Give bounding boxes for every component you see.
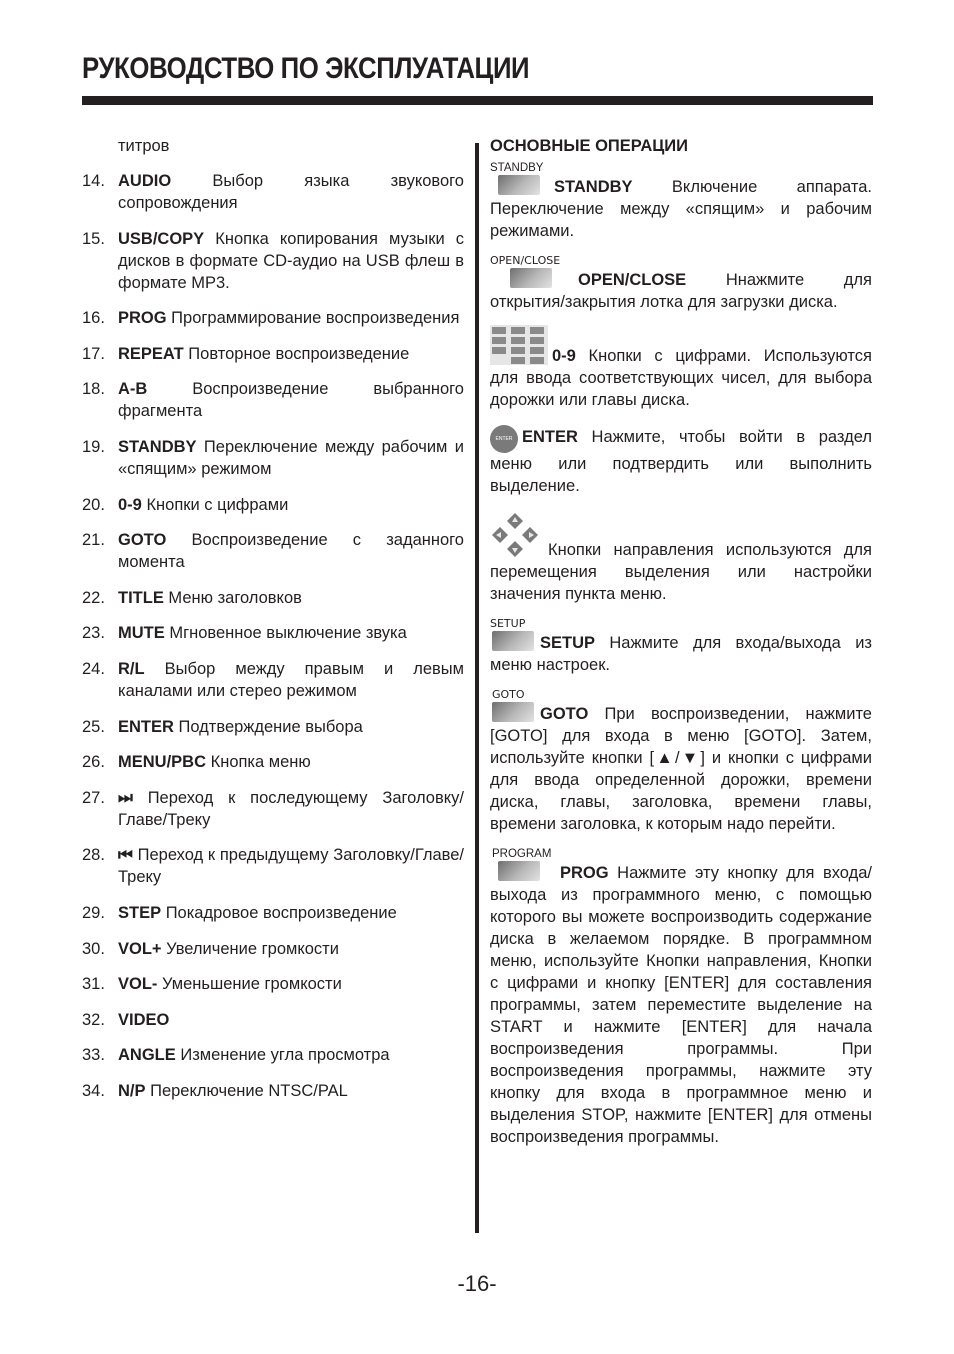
item-number: 27. [82,788,105,807]
item-text [118,622,464,644]
key-name: SETUP [540,634,596,652]
standby-button-icon [498,175,540,195]
title-rule [82,96,873,105]
item-text [118,973,464,995]
description-text: Увеличение громкости [161,939,339,958]
description-text: Переход к последующему Заголовку/Главе/Треку [118,788,464,829]
item-text [118,307,464,329]
key-name: 0-9 [552,347,576,365]
item-text [118,378,464,422]
list-item [82,436,464,480]
item-text [118,787,464,831]
list-item [82,1080,464,1102]
list-item [82,170,464,214]
list-item [82,343,464,365]
item-text [118,436,464,480]
direction-description [490,511,872,605]
list-item [82,494,464,516]
item-number: 21. [82,531,105,550]
left-column [82,135,464,1115]
description-text: Кнопка меню [206,753,311,772]
item-number: 24. [82,659,105,678]
enter-description [490,425,872,497]
list-item [82,1009,464,1031]
key-name: ENTER [522,428,578,446]
prog-description [490,861,872,1148]
key-name: STEP [118,903,162,922]
item-number: 31. [82,975,105,994]
description-text: Переход к предыдущему Заголовку/Главе/Треку [118,846,464,887]
open-close-description [490,268,872,313]
description-text: Включение аппарата. Переключение между «спящим» и рабочим режимами. [490,178,872,240]
key-name: AUDIO [118,172,172,190]
standby-label: STANDBY [490,162,544,174]
description-text: Кнопки с цифрами. Используются для ввода соответствующих чисел, для выбора дорожки или главы диска. [490,347,872,409]
description-text: Повторное воспроизведение [183,344,410,363]
key-name: VIDEO [118,1010,170,1029]
description-text: Программирование воспроизведения [166,309,460,328]
item-text [118,343,464,365]
enter-button-icon: ENTER [490,425,518,453]
digits-description [490,325,872,411]
key-name: GOTO [118,531,167,550]
button-list [82,170,464,1102]
key-name: OPEN/CLOSE [578,271,687,289]
description-text: Нажмите для входа/выхода из меню настроек. [490,634,872,674]
list-item [82,529,464,573]
item-number: 17. [82,344,105,363]
item-number: 18. [82,380,105,399]
list-item [82,228,464,294]
description-text: При воспроизведении, нажмите [GOTO] для входа в меню [GOTO]. Затем, используйте кнопки [▲/▼] и кнопки с цифрами для ввода определенной дорожки, времени диска, главы, заголовка, времени главы, времени заголовка, к которым надо перейти. [490,705,872,833]
description-text: Подтверждение выбора [173,717,363,736]
key-name: N/P [118,1081,146,1100]
item-text [118,938,464,960]
list-item [82,844,464,888]
item-text [118,716,464,738]
item-text [118,1044,464,1066]
description-text: Переключение между рабочим и «спящим» режимом [118,437,464,478]
key-name: USB/COPY [118,229,205,248]
item-number: 19. [82,437,105,456]
description-text: Нажмите эту кнопку для входа/выхода из программного меню, с помощью которого вы можете воспроизводить содержание диска в желаемом порядке. В программном меню, используйте Кнопки направления, Кнопки с цифрами и кнопку [ENTER] для составления программы, затем переместите выделение на START и нажмите [ENTER] для начала воспроизведения программы. При воспроизведения программы, нажмите эту кнопку для входа в программное меню и выделения STOP, нажмите [ENTER] для отмены воспроизведения программы. [490,864,872,1146]
key-name: VOL+ [118,939,162,958]
goto-label: GOTO [492,688,525,701]
item-text [118,902,464,924]
open-close-button-icon [510,268,552,288]
item-number: 29. [82,903,105,922]
item-text [118,1080,464,1102]
key-name: 0-9 [118,495,142,514]
list-item [82,622,464,644]
continuation-text: титров [118,137,170,155]
item-text [118,228,464,294]
description-text: Кнопка копирования музыки с дисков в формате CD-аудио на USB флеш в формате MP3. [118,229,464,292]
list-item [82,787,464,831]
description-text: Воспроизведение с заданного момента [118,531,464,572]
program-label: PROGRAM [492,848,552,860]
goto-description [490,702,872,835]
key-name: MENU/PBC [118,753,207,772]
list-item [82,1044,464,1066]
description-text: Мгновенное выключение звука [164,624,407,643]
description-text: Кнопки с цифрами [141,495,289,514]
item-text [118,751,464,773]
key-name: ANGLE [118,1046,176,1065]
description-text: Выбор между правым и левым каналами или стерео режимом [118,659,464,700]
section-heading: ОСНОВНЫЕ ОПЕРАЦИИ [490,137,689,155]
item-text [118,658,464,702]
item-number: 22. [82,588,105,607]
standby-description [490,175,872,242]
item-number: 28. [82,846,105,865]
program-button-icon [498,861,540,881]
item-number: 23. [82,624,105,643]
key-name: MUTE [118,624,165,643]
list-item [82,938,464,960]
key-name: VOL- [118,975,158,994]
key-name: STANDBY [554,178,633,196]
description-text: Воспроизведение выбранного фрагмента [118,380,464,421]
item-number: 30. [82,939,105,958]
item-text [118,1009,464,1031]
list-item [82,973,464,995]
description-text: Выбор языка звукового сопровождения [118,172,464,212]
column-divider [475,143,479,1233]
page-number: -16- [457,1271,497,1296]
item-number: 33. [82,1046,105,1065]
item-text [118,529,464,573]
list-item [82,307,464,329]
setup-label: SETUP [490,617,526,630]
key-name: PROG [560,864,609,882]
key-name: R/L [118,659,145,678]
list-item [82,658,464,702]
setup-button-icon [492,631,534,651]
key-name: ⏭ [118,788,133,807]
key-name: REPEAT [118,344,184,363]
item-number: 26. [82,753,105,772]
direction-pad-icon [490,511,540,559]
list-item [82,751,464,773]
item-number: 34. [82,1081,105,1100]
item-text [118,170,464,214]
setup-description [490,631,872,676]
open-close-label: OPEN/CLOSE [490,254,561,267]
item-number: 20. [82,495,105,514]
description-text: Покадровое воспроизведение [161,903,397,922]
item-number: 14. [82,172,105,190]
goto-button-icon [492,702,534,722]
keypad-icon [490,325,548,365]
key-name: TITLE [118,588,164,607]
item-number: 15. [82,229,105,248]
description-text: Ннажмите для открытия/закрытия лотка для загрузки диска. [490,271,872,311]
key-name: STANDBY [118,437,197,456]
item-number: 32. [82,1010,105,1029]
list-item [82,902,464,924]
item-text [118,587,464,609]
page-title: РУКОВОДСТВО ПО ЭКСПЛУАТАЦИИ [82,52,530,85]
list-item [82,716,464,738]
description-text: Нажмите, чтобы войти в раздел меню или подтвердить или выполнить выделение. [490,428,872,495]
description-text: Меню заголовков [163,588,302,607]
item-number: 25. [82,717,105,736]
key-name: ⏮ [118,846,133,865]
key-name: A-B [118,380,148,399]
item-text [118,844,464,888]
list-item [82,587,464,609]
key-name: ENTER [118,717,174,736]
list-item [82,378,464,422]
description-text: Переключение NTSC/PAL [145,1081,348,1100]
description-text: Кнопки направления используются для перемещения выделения или настройки значения пункта меню. [490,541,872,603]
item-text [118,494,464,516]
item-number: 16. [82,309,105,328]
description-text: Изменение угла просмотра [175,1046,390,1065]
description-text: Уменьшение громкости [157,975,342,994]
key-name: PROG [118,309,167,328]
right-column [490,135,872,1160]
key-name: GOTO [540,705,589,723]
